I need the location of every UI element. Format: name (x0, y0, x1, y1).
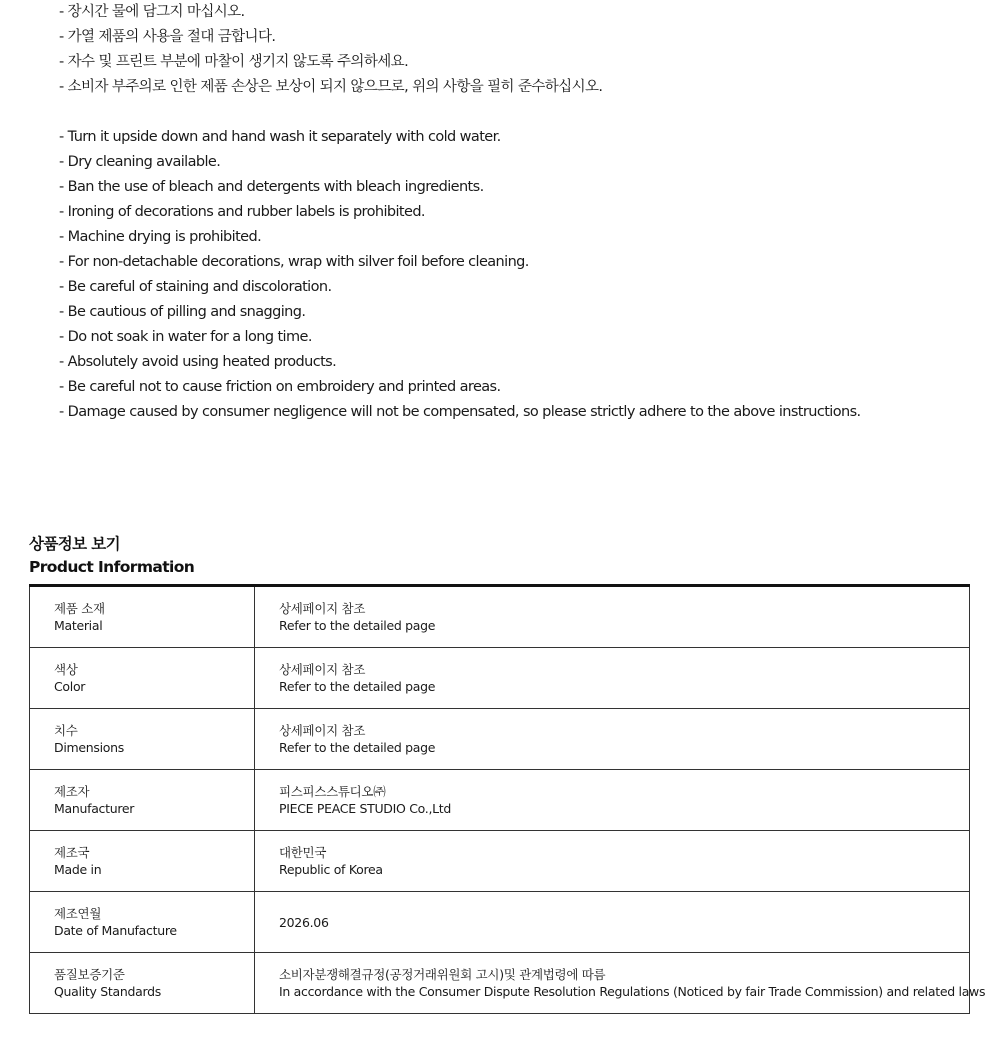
row-label-ko: 치수 (54, 723, 78, 738)
row-value (255, 586, 970, 648)
care-item-en-8: - Be cautious of pilling and snagging. (59, 304, 306, 320)
row-value (255, 770, 970, 831)
care-item-ko-4: - 소비자 부주의로 인한 제품 손상은 보상이 되지 않으므로, 위의 사항을 필히 준수하십시오. (59, 79, 603, 95)
row-value (255, 831, 970, 892)
row-value-line-1: 상세페이지 참조 (279, 601, 366, 616)
product-info-title (29, 533, 194, 579)
row-label-ko: 품질보증기준 (54, 967, 125, 982)
table-row-made-in (30, 831, 970, 892)
row-label (30, 770, 255, 831)
row-label (30, 586, 255, 648)
row-value (255, 892, 970, 953)
row-value-line-1: 상세페이지 참조 (279, 723, 366, 738)
care-item-en-7: - Be careful of staining and discoloration. (59, 279, 332, 295)
row-value (255, 953, 986, 1014)
row-value-line-2: PIECE PEACE STUDIO Co.,Ltd (279, 801, 452, 816)
care-item-en-11: - Be careful not to cause friction on embroidery and printed areas. (59, 379, 501, 395)
care-item-en-1: - Turn it upside down and hand wash it separately with cold water. (59, 129, 501, 145)
row-label-en: Material (54, 618, 103, 633)
table-row-manufacturer (30, 770, 970, 831)
product-info-title-en: Product Information (29, 558, 195, 576)
row-value-line-1: 대한민국 (279, 845, 327, 860)
row-value (255, 709, 970, 770)
care-item-en-6: - For non-detachable decorations, wrap with silver foil before cleaning. (59, 254, 529, 270)
care-item-en-2: - Dry cleaning available. (59, 154, 221, 170)
care-item-en-5: - Machine drying is prohibited. (59, 229, 262, 245)
row-label (30, 892, 255, 953)
row-label-en: Manufacturer (54, 801, 135, 816)
table-row-color (30, 648, 970, 709)
row-value (255, 648, 970, 709)
row-value-line-1: 소비자분쟁해결규정(공정거래위원회 고시)및 관계법령에 따름 (279, 967, 606, 982)
care-item-ko-1: - 장시간 물에 담그지 마십시오. (59, 4, 245, 20)
row-label-ko: 제조연월 (54, 906, 102, 921)
row-label (30, 648, 255, 709)
row-value-line-1: 피스피스스튜디오㈜ (279, 784, 386, 799)
row-value-line-2: Refer to the detailed page (279, 618, 436, 633)
table-row-quality-standards (30, 953, 970, 1014)
row-label-ko: 제품 소재 (54, 601, 105, 616)
care-instructions-list (59, 0, 979, 425)
row-value-line-2: Republic of Korea (279, 862, 383, 877)
row-value-line-2: Refer to the detailed page (279, 679, 436, 694)
row-label (30, 831, 255, 892)
care-item-ko-3: - 자수 및 프린트 부분에 마찰이 생기지 않도록 주의하세요. (59, 54, 409, 70)
care-item-ko-2: - 가열 제품의 사용을 절대 금합니다. (59, 29, 276, 45)
care-item-en-9: - Do not soak in water for a long time. (59, 329, 312, 345)
row-label-en: Date of Manufacture (54, 923, 177, 938)
row-label (30, 709, 255, 770)
care-item-en-4: - Ironing of decorations and rubber labels is prohibited. (59, 204, 425, 220)
row-value-line-1: 상세페이지 참조 (279, 662, 366, 677)
row-label-ko: 색상 (54, 662, 78, 677)
row-label-en: Color (54, 679, 86, 694)
table-row-material (30, 586, 970, 648)
row-label-en: Quality Standards (54, 984, 161, 999)
row-label (30, 953, 255, 1014)
row-label-ko: 제조자 (54, 784, 90, 799)
row-label-en: Dimensions (54, 740, 124, 755)
row-value-line-1: 2026.06 (279, 914, 329, 930)
row-label-ko: 제조국 (54, 845, 90, 860)
table-row-dimensions (30, 709, 970, 770)
row-value-line-2: Refer to the detailed page (279, 740, 436, 755)
care-item-en-10: - Absolutely avoid using heated products. (59, 354, 337, 370)
product-info-table (29, 584, 986, 1014)
care-item-en-12: - Damage caused by consumer negligence will not be compensated, so please strictly adhere to the above instructions. (59, 404, 861, 420)
table-row-date-of-manufacture (30, 892, 970, 953)
row-value-line-2: In accordance with the Consumer Dispute Resolution Regulations (Noticed by fair Trade Commission) and related laws (279, 984, 986, 999)
product-info-title-ko: 상품정보 보기 (29, 535, 121, 553)
row-label-en: Made in (54, 862, 102, 877)
care-item-en-3: - Ban the use of bleach and detergents with bleach ingredients. (59, 179, 484, 195)
